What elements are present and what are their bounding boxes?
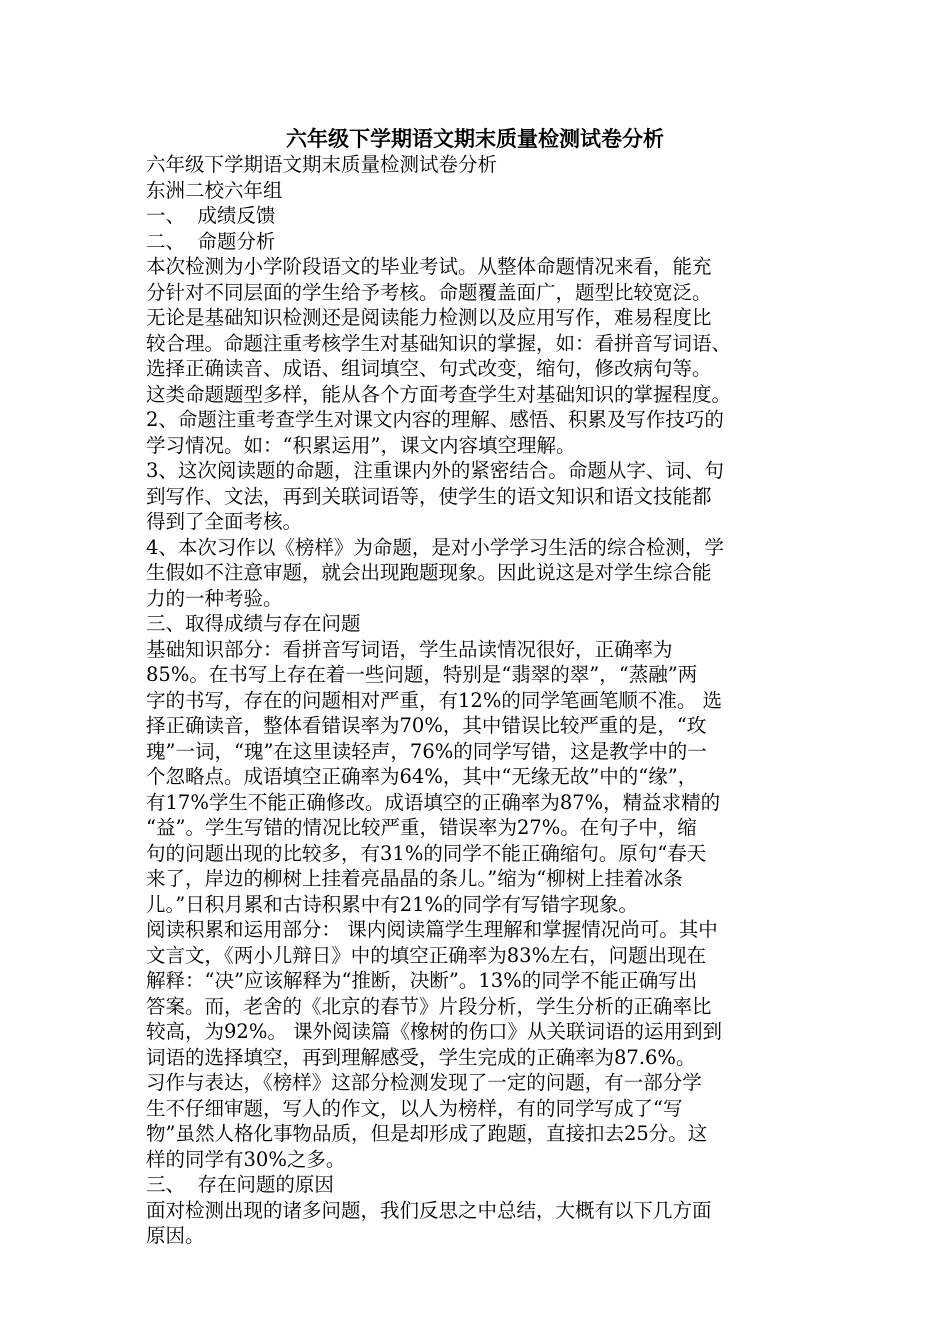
text-line: 来了，岸边的柳树上挂着亮晶晶的条儿。”缩为“柳树上挂着冰条 (146, 867, 683, 890)
text-line: 物”虽然人格化事物品质，但是却形成了跑题，直接扣去25分。这 (146, 1122, 708, 1145)
text-line: 句的问题出现的比较多，有31%的同学不能正确缩句。原句“春天 (146, 841, 707, 865)
text-line: 选择正确读音、成语、组词填空、句式改变，缩句，修改病句等。 (146, 357, 712, 380)
text-line: 三、取得成绩与存在问题 (146, 612, 361, 635)
text-line: 择正确读音，整体看错误率为70%，其中错误比较严重的是，“玫 (146, 714, 707, 737)
text-line: 4、本次习作以《榜样》为命题，是对小学学习生活的综合检测，学 (146, 535, 724, 559)
text-line: 三、 存在问题的原因 (146, 1173, 334, 1196)
text-line: 二、 命题分析 (146, 229, 276, 253)
text-line: 答案。而，老舍的《北京的春节》片段分析，学生分析的正确率比 (146, 994, 712, 1018)
text-line: 个忽略点。成语填空正确率为64%，其中“无缘无故”中的“缘”， (146, 765, 698, 788)
document-body (146, 152, 814, 1249)
text-line: 阅读积累和运用部分： 课内阅读篇学生理解和掌握情况尚可。其中 (146, 918, 718, 941)
text-line: 生假如不注意审题，就会出现跑题现象。因此说这是对学生综合能 (146, 561, 712, 584)
text-line: 有17%学生不能正确修改。成语填空的正确率为87%，精益求精的 (146, 790, 721, 814)
text-line: 字的书写，存在的问题相对严重，有12%的同学笔画笔顺不准。 选 (146, 688, 723, 712)
text-line: 东洲二校六年组 (146, 178, 283, 202)
text-line: 解释：“决”应该解释为“推断，决断”。13%的同学不能正确写出 (146, 969, 698, 992)
text-line: 词语的选择填空，再到理解感受，学生完成的正确率为87.6%。 (146, 1045, 696, 1069)
text-line: 分针对不同层面的学生给予考核。命题覆盖面广，题型比较宽泛。 (146, 280, 712, 304)
text-line: 得到了全面考核。 (146, 510, 303, 533)
text-line: 原因。 (146, 1224, 205, 1247)
text-line: 六年级下学期语文期末质量检测试卷分析 (146, 153, 498, 176)
text-line: 一、 成绩反馈 (146, 204, 276, 227)
text-line: 样的同学有30%之多。 (146, 1147, 346, 1171)
text-line: 习作与表达，《榜样》这部分检测发现了一定的问题，有一部分学 (146, 1071, 702, 1094)
document-title: 六年级下学期语文期末质量检测试卷分析 (286, 127, 664, 151)
text-line: 这类命题题型多样，能从各个方面考查学生对基础知识的掌握程度。 (146, 382, 732, 406)
text-line: 学习情况。如：“积累运用”，课文内容填空理解。 (146, 433, 576, 457)
text-line: 基础知识部分：看拼音写词语，学生品读情况很好，正确率为 (146, 637, 673, 661)
text-line: 3、这次阅读题的命题，注重课内外的紧密结合。命题从字、词、句 (146, 459, 724, 482)
text-line: 儿。”日积月累和古诗积累中有21%的同学有写错字现象。 (146, 892, 639, 916)
text-line: “益”。学生写错的情况比较严重，错误率为27%。在句子中，缩 (146, 816, 697, 839)
text-line: 较合理。命题注重考核学生对基础知识的掌握，如：看拼音写词语、 (146, 331, 732, 355)
text-line: 生不仔细审题，写人的作文，以人为榜样，有的同学写成了“写 (146, 1096, 683, 1120)
text-line: 到写作、文法，再到关联词语等，使学生的语文知识和语文技能都 (146, 484, 712, 508)
text-line: 文言文，《两小儿辩日》中的填空正确率为83%左右，问题出现在 (146, 943, 707, 967)
text-line: 面对检测出现的诸多问题，我们反思之中总结，大概有以下几方面 (146, 1198, 712, 1222)
text-line: 较高，为92%。 课外阅读篇《橡树的伤口》从关联词语的运用到到 (146, 1020, 723, 1043)
text-line: 本次检测为小学阶段语文的毕业考试。从整体命题情况来看，能充 (146, 255, 712, 278)
text-line: 2、命题注重考查学生对课文内容的理解、感悟、积累及写作技巧的 (146, 408, 724, 431)
text-line: 瑰”一词，“瑰”在这里读轻声，76%的同学写错，这是教学中的一 (146, 739, 707, 763)
text-line: 力的一种考验。 (146, 586, 283, 610)
text-line: 85%。在书写上存在着一些问题，特别是“翡翠的翠”，“蒸融”两 (146, 663, 698, 686)
text-line: 无论是基础知识检测还是阅读能力检测以及应用写作，难易程度比 (146, 306, 712, 329)
